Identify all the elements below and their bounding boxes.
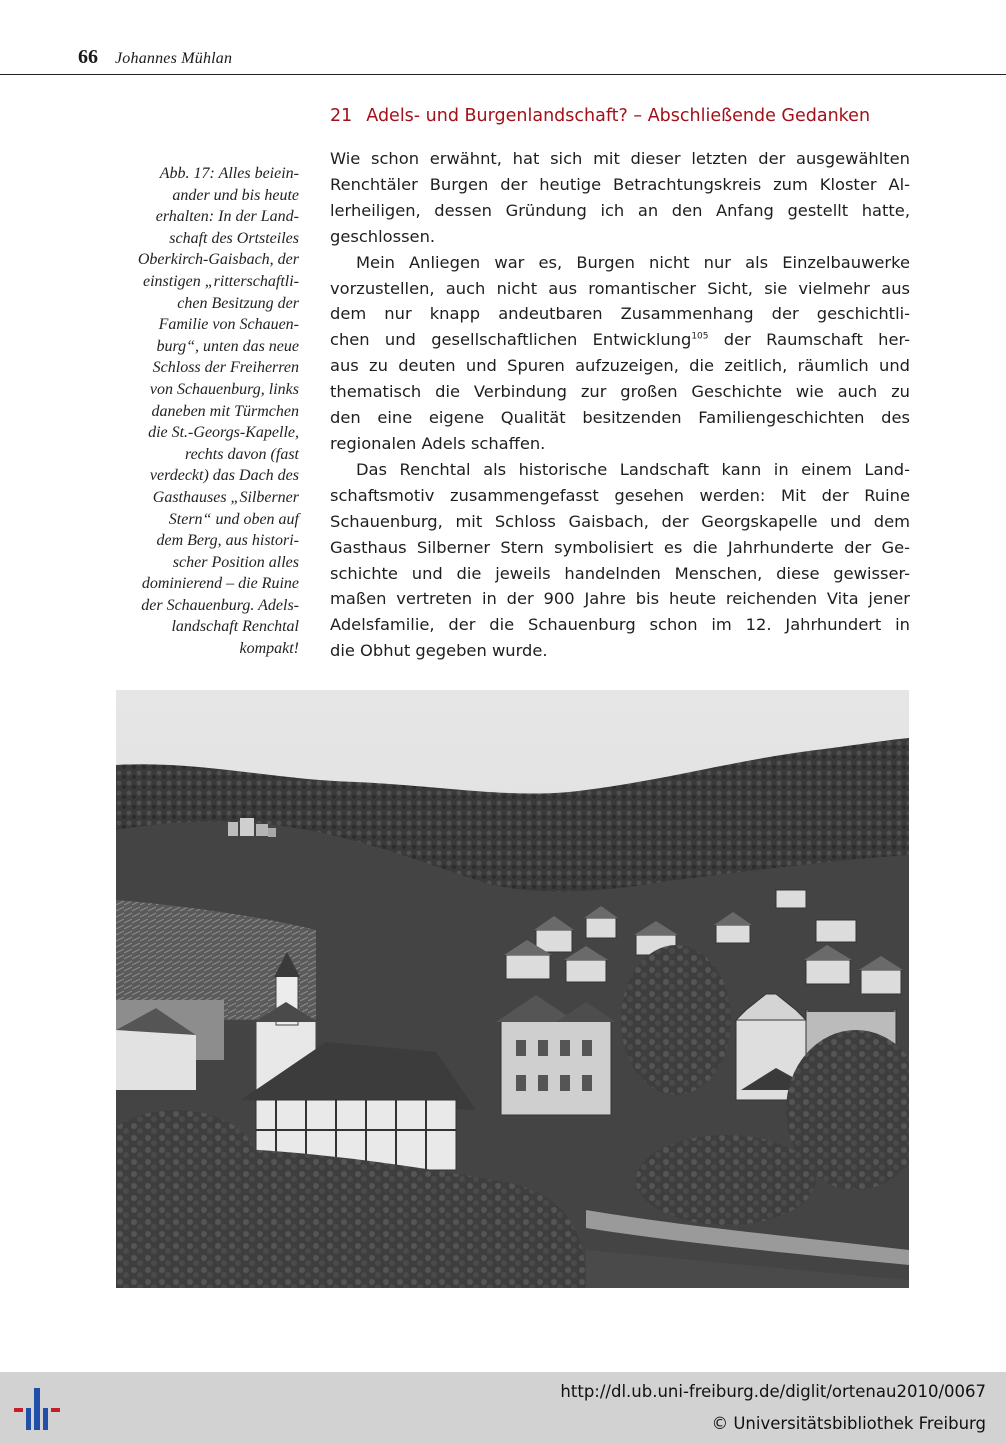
text-line: Das Renchtal als historische Landschaft kann in einem Land-: [356, 459, 910, 479]
running-head: Johannes Mühlan: [115, 50, 233, 67]
text-line: aus zu deuten und Spuren aufzuzeigen, die zeitlich, räumlich und: [330, 356, 910, 376]
text-fragment: der Raumschaft her-: [708, 330, 910, 350]
caption-line: einstigen „ritterschaftli-: [143, 272, 299, 290]
caption-line: Schloss der Freiherren: [152, 359, 299, 377]
section-title: Adels- und Burgenlandschaft? – Abschließende Gedanken: [366, 106, 871, 126]
body-text: [330, 146, 910, 664]
text-line: thematisch die Verbindung zur großen Geschichte wie auch zu: [330, 382, 910, 402]
text-line: den eine eigene Qualität besitzenden Familiengeschichten des: [330, 408, 910, 428]
text-line: Renchtäler Burgen der heutige Betrachtungskreis zum Kloster Al-: [330, 174, 910, 194]
caption-line: kompakt!: [239, 640, 299, 658]
text-line: Schauenburg, mit Schloss Gaisbach, der Georgskapelle und dem: [330, 511, 910, 531]
caption-line: Familie von Schauen-: [158, 316, 299, 334]
paragraph-3: [330, 457, 910, 664]
landscape-photo: [116, 690, 909, 1288]
text-line: schaftsmotiv zusammengefasst gesehen werden: Mit der Ruine: [330, 485, 910, 505]
section-heading: [330, 106, 870, 126]
section-number: 21: [330, 106, 353, 126]
paragraph-2: [330, 250, 910, 457]
caption-line: landschaft Renchtal: [171, 618, 299, 636]
copyright-text: © Universitätsbibliothek Freiburg: [711, 1414, 986, 1433]
caption-line: Stern“ und oben auf: [168, 510, 299, 528]
caption-line: rechts davon (fast: [184, 445, 299, 463]
text-line: schichte und die jeweils handelnden Menschen, diese gewisser-: [330, 563, 910, 583]
caption-line: Abb. 17: Alles beiein-: [159, 165, 299, 182]
text-line: maßen vertreten in der 900 Jahre bis heute reichenden Vita jener: [330, 589, 910, 609]
paragraph-1: [330, 146, 910, 250]
caption-line: von Schauenburg, links: [149, 380, 299, 398]
caption-line: verdeckt) das Dach des: [149, 467, 299, 485]
text-line: Mein Anliegen war es, Burgen nicht nur als Einzelbauwerke: [356, 252, 910, 272]
text-line: die Obhut gegeben wurde.: [330, 641, 548, 661]
text-line: lerheiligen, dessen Gründung ich an den Anfang gestellt hatte,: [330, 200, 910, 220]
text-line: Gasthaus Silberner Stern symbolisiert es die Jahrhunderte der Ge-: [330, 537, 910, 557]
caption-line: dem Berg, aus histori-: [156, 532, 299, 550]
text-line: vorzustellen, auch nicht aus romantischer Sicht, sie vielmehr aus: [330, 278, 910, 298]
castle-building: [496, 995, 616, 1115]
figure-caption: [112, 163, 299, 660]
caption-line: Oberkirch-Gaisbach, der: [137, 251, 299, 269]
caption-line: chen Besitzung der: [177, 294, 299, 312]
text-line: regionalen Adels schaffen.: [330, 433, 546, 453]
page-header: [0, 44, 1006, 75]
caption-line: dominierend – die Ruine: [141, 575, 299, 593]
library-logo-icon: [12, 1386, 62, 1432]
caption-line: scher Position alles: [172, 553, 299, 571]
footer-bar: [0, 1372, 1006, 1444]
source-url-link[interactable]: http://dl.ub.uni-freiburg.de/diglit/ortenau2010/0067: [560, 1382, 986, 1401]
text-line: dem nur knapp andeutbaren Zusammenhang der geschichtli-: [330, 304, 910, 324]
page-number: 66: [78, 46, 98, 68]
caption-line: schaft des Ortsteiles: [169, 229, 299, 247]
caption-line: burg“, unten das neue: [156, 337, 299, 355]
caption-line: erhalten: In der Land-: [155, 208, 299, 226]
caption-line: der Schauenburg. Adels-: [141, 596, 299, 614]
caption-line: Gasthauses „Silberner: [152, 488, 299, 506]
footnote-ref[interactable]: 105: [691, 331, 709, 342]
caption-line: ander und bis heute: [172, 186, 299, 204]
text-line: Wie schon erwähnt, hat sich mit dieser letzten der ausgewählten: [330, 149, 910, 168]
caption-line: die St.-Georgs-Kapelle,: [148, 424, 299, 442]
photo-illustration: [116, 690, 909, 1288]
text-line: geschlossen.: [330, 226, 436, 246]
text-line: Adelsfamilie, der die Schauenburg schon im 12. Jahrhundert in: [330, 615, 910, 635]
caption-line: daneben mit Türmchen: [151, 402, 299, 420]
text-line-with-footnote: [330, 327, 910, 353]
text-fragment: chen und gesellschaftlichen Entwicklung: [330, 330, 692, 350]
